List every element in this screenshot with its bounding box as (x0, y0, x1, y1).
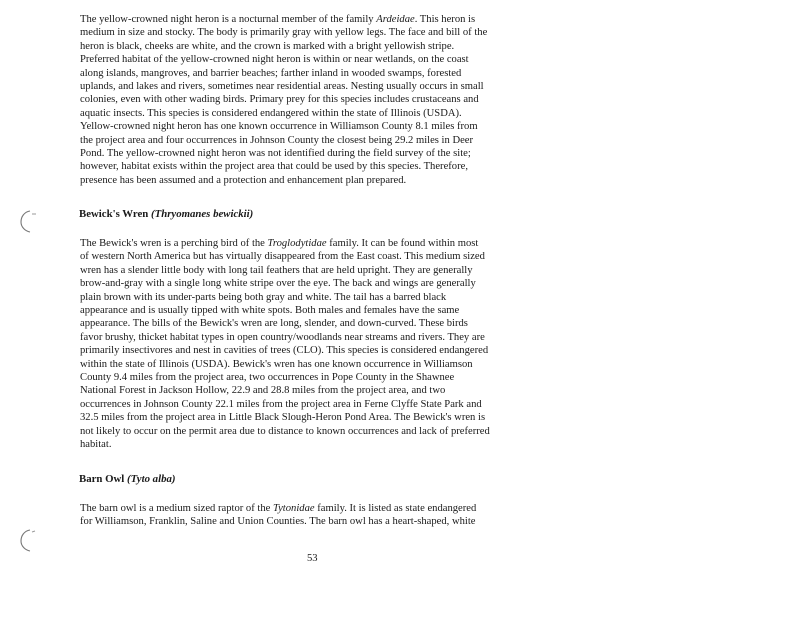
text-line: primarily insectivores and nest in cavities of trees (CLO). This species is considered endangered (80, 345, 489, 357)
text-line: appearance and is usually tipped with white spots. Both males and females have the same (80, 305, 460, 317)
text-line: appearance. The bills of the Bewick's wren are long, slender, and down-curved. These birds (80, 318, 468, 330)
text-line: favor brushy, thicket habitat types in open country/woodlands near streams and rivers. They are (80, 331, 485, 343)
page-number: 53 (307, 553, 318, 564)
text-line: Yellow-crowned night heron has one known occurrence in Williamson County 8.1 miles from (80, 121, 478, 133)
barn-owl-paragraph (80, 502, 552, 529)
heading-latin-name: (Thryomanes bewickii) (151, 208, 254, 220)
text-line: The yellow-crowned night heron is a nocturnal member of the family Ardeidae. This heron is (80, 14, 476, 25)
text-line: The Bewick's wren is a perching bird of the Troglodytidae family. It can be found within most (80, 238, 479, 249)
binder-hole-mark-icon (18, 208, 40, 234)
text-line: of western North America but has virtually disappeared from the East coast. This medium sized (80, 251, 485, 263)
text-line: heron is black, cheeks are white, and the crown is marked with a bright yellowish stripe. (80, 40, 455, 52)
text-line: Preferred habitat of the yellow-crowned night heron is within or near wetlands, on the coast (80, 54, 469, 66)
text-line: The barn owl is a medium sized raptor of the Tytonidae family. It is listed as state endangered (80, 503, 477, 514)
text-line: Pond. The yellow-crowned night heron was not identified during the field survey of the site; (80, 148, 471, 160)
text-line: County 9.4 miles from the project area, two occurrences in Pope County in the Shawnee (80, 372, 455, 384)
text-line: however, habitat exists within the project area that could be used by this species. Therefore, (80, 161, 468, 173)
text-line: habitat. (80, 439, 112, 451)
text-line: 32.5 miles from the project area in Little Black Slough-Heron Pond Area. The Bewick's wren is (80, 412, 486, 424)
text-line: plain brown with its under-parts being both gray and white. The tail has a barred black (80, 291, 447, 303)
heading-name: Barn Owl (79, 473, 127, 485)
text-line: colonies, even with other wading birds. Primary prey for this species includes crustaceans and (80, 94, 479, 106)
bewicks-wren-paragraph (80, 237, 552, 452)
barn-owl-heading (79, 473, 175, 485)
text-line: occurrences in Johnson County 22.1 miles from the project area in Ferne Clyffe State Park and (80, 398, 482, 410)
text-line: along islands, mangroves, and barrier beaches; farther inland in wooded swamps, forested (80, 67, 462, 79)
text-line: uplands, and lakes and rivers, sometimes near residential areas. Nesting usually occurs in small (80, 81, 484, 93)
binder-hole-mark-icon (18, 527, 40, 553)
text-line: medium in size and stocky. The body is primarily gray with yellow legs. The face and bill of the (80, 27, 488, 39)
text-line: presence has been assumed and a protection and enhancement plan prepared. (80, 174, 407, 186)
text-line: National Forest in Jackson Hollow, 22.9 and 28.8 miles from the project area, and two (80, 385, 446, 397)
text-line: wren has a slender little body with long tail feathers that are held upright. They are generally (80, 264, 473, 276)
text-line: not likely to occur on the permit area due to distance to known occurrences and lack of preferred (80, 425, 490, 437)
text-line: for Williamson, Franklin, Saline and Union Counties. The barn owl has a heart-shaped, white (80, 516, 476, 528)
text-line: aquatic insects. This species is considered endangered within the state of Illinois (USDA). (80, 107, 462, 119)
heading-name: Bewick's Wren (79, 208, 151, 220)
heading-latin-name: (Tyto alba) (127, 473, 176, 485)
text-line: within the state of Illinois (USDA). Bewick's wren has one known occurrence in Williamson (80, 358, 473, 370)
text-line: brow-and-gray with a single long white stripe over the eye. The back and wings are generally (80, 278, 476, 290)
text-line: the project area and four occurrences in Johnson County the closest being 29.2 miles in Deer (80, 134, 474, 146)
bewicks-wren-heading (79, 208, 253, 220)
night-heron-paragraph (80, 13, 552, 187)
